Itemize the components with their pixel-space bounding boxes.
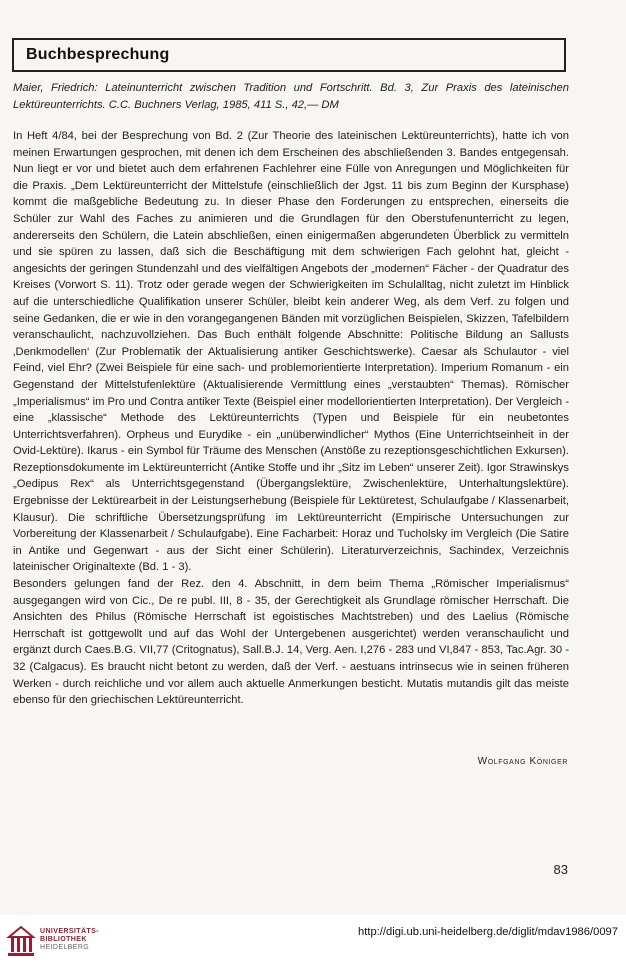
permalink-url[interactable]: http://digi.ub.uni-heidelberg.de/diglit/mdav1986/0097 xyxy=(358,926,618,938)
section-title: Buchbesprechung xyxy=(26,46,170,63)
library-name-line-1: UNIVERSITÄTS- xyxy=(40,928,99,935)
review-paragraph-1: In Heft 4/84, bei der Besprechung von Bd. 2 (Zur Theorie des lateinischen Lektüreunterrichts), hatte ich von meinen Erwartungen gesprochen, mit denen ich dem Erscheinen des abschließenden 3. Bandes entgegensah. Nun liegt er vor und bietet auch dem erfahrenen Fachlehrer eine Fülle von Anregungen und Möglichkeiten für die Praxis. „Dem Lektüreunterricht der Mittelstufe (einschließlich der Jgst. 11 bis zum Beginn der Kursphase) kommt die maßgebliche Bedeutung zu. In dieser Phase den Forderungen zu entsprechen, einerseits die Schüler zur Wahl des Faches zu animieren und die Grundlagen für den Oberstufenunterricht zu legen, andererseits den Schülern, die Latein abschließen, einen einigermaßen abgerundeten Überblick zu vermitteln und sie spüren zu lassen, daß sich die Beschäftigung mit dem schwierigen Fach gelohnt hat, gleicht - angesichts der geringen Stundenzahl und des vielfältigen Angebots der „modernen“ Fächer - der Quadratur des Kreises (Vorwort S. 11). Trotz oder gerade wegen der Schwierigkeiten im Schulalltag, nicht zuletzt im Hinblick auf die unterschiedliche Qualifikation unserer Schüler, bleibt kein anderer Weg, als dem Verf. zu folgen und seine Gedanken, die er wie in den vorangegangenen Bänden mit vorzüglichen Beispielen, Skizzen, Tafelbildern veranschaulicht, nachzuvollziehen. Das Buch enthält folgende Abschnitte: Politische Bildung an Sallusts ‚Denkmodellen‘ (Zur Problematik der Aktualisierung antiker Geschichtswerke). Caesar als Schulautor - viel Feind, viel Ehr? (Zwei Beispiele für eine sach- und problemorientierte Interpretation). Imperium Romanum - ein Gegenstand der Mittelstufenlektüre (Aktualisierende Vermittlung eines „verstaubten“ Themas). Römischer „Imperialismus“ im Pro und Contra antiker Texte (Beispiel einer modellorientierten Interpretation). Der Vergleich - eine „klassische“ Methode des Lektüreunterrichts (Typen und Beispiele für ein neubetontes Unterrichtsverfahren). Orpheus und Eurydike - ein „unüberwindlicher“ Mythos (Eine Unterrichtseinheit in der Ovid-Lektüre). Ikarus - ein Symbol für Träume des Menschen (Anstöße zu rezeptionsgeschichtlichen Exkursen). Rezeptionsdokumente im Lektüreunterricht (Antike Stoffe und ihr „Sitz im Leben“ unserer Zeit). Igor Strawinskys „Oedipus Rex“ als Unterrichtsgegenstand (Übergangslektüre, Zwischenlektüre, Unterhaltungslektüre). Ergebnisse der Lektürearbeit in der Leistungserhebung (Beispiele für Lektüretest, Schulaufgabe / Klassenarbeit, Klausur). Die schriftliche Übersetzungsprüfung im Lektüreunterricht (Empirische Untersuchungen zur Vorbereitung der Klassenarbeit / Schulaufgabe). Eine Facharbeit: Horaz und Tucholsky im Vergleich (Die Satire in Antike und Gegenwart - aus der Sicht einer Schülerin). Literaturverzeichnis, Sachindex, Verzeichnis lateinischer Originaltexte (Bd. 1 - 3). xyxy=(13,130,569,574)
digitization-footer xyxy=(0,915,626,966)
library-name-line-3: HEIDELBERG xyxy=(40,944,90,951)
section-header-box xyxy=(12,38,566,72)
library-name-line-2: BIBLIOTHEK xyxy=(40,936,87,943)
library-name xyxy=(40,928,99,952)
library-building-icon xyxy=(6,923,36,959)
page-number: 83 xyxy=(553,862,568,877)
review-author: Wolfgang Königer xyxy=(477,756,568,767)
review-body xyxy=(13,128,569,709)
review-paragraph-2: Besonders gelungen fand der Rez. den 4. Abschnitt, in dem beim Thema „Römischer Imperialismus“ ausgegangen wird von Cic., De re publ. III, 8 - 35, der Gerechtigkeit als Grundlage römischer Herrschaft. Die Ansichten des Philus (Römische Herrschaft ist egoistisches Machtstreben) und des Laelius (Römische Herrschaft ist gottgewollt und auf das Wohl der Untergebenen ausgerichtet) werden veranschaulicht und ergänzt durch Caes.B.G. VII,77 (Critognatus), Sall.B.J. 14, Verg. Aen. I,276 - 283 und VI,847 - 853, Tac.Agr. 30 - 32 (Calgacus). Es braucht nicht betont zu werden, daß der Verf. - aestuans intrinsecus wie in seinen früheren Werken - durch reichliche und vor allem auch aktuelle Anmerkungen besticht. Mutatis mutandis gilt das meiste ebenso für den griechischen Lektüreunterricht. xyxy=(13,578,569,707)
book-citation: Maier, Friedrich: Lateinunterricht zwischen Tradition und Fortschritt. Bd. 3, Zur Praxis des lateinischen Lektüreunterrichts. C.C. Buchners Verlag, 1985, 411 S., 42,— DM xyxy=(13,82,569,111)
